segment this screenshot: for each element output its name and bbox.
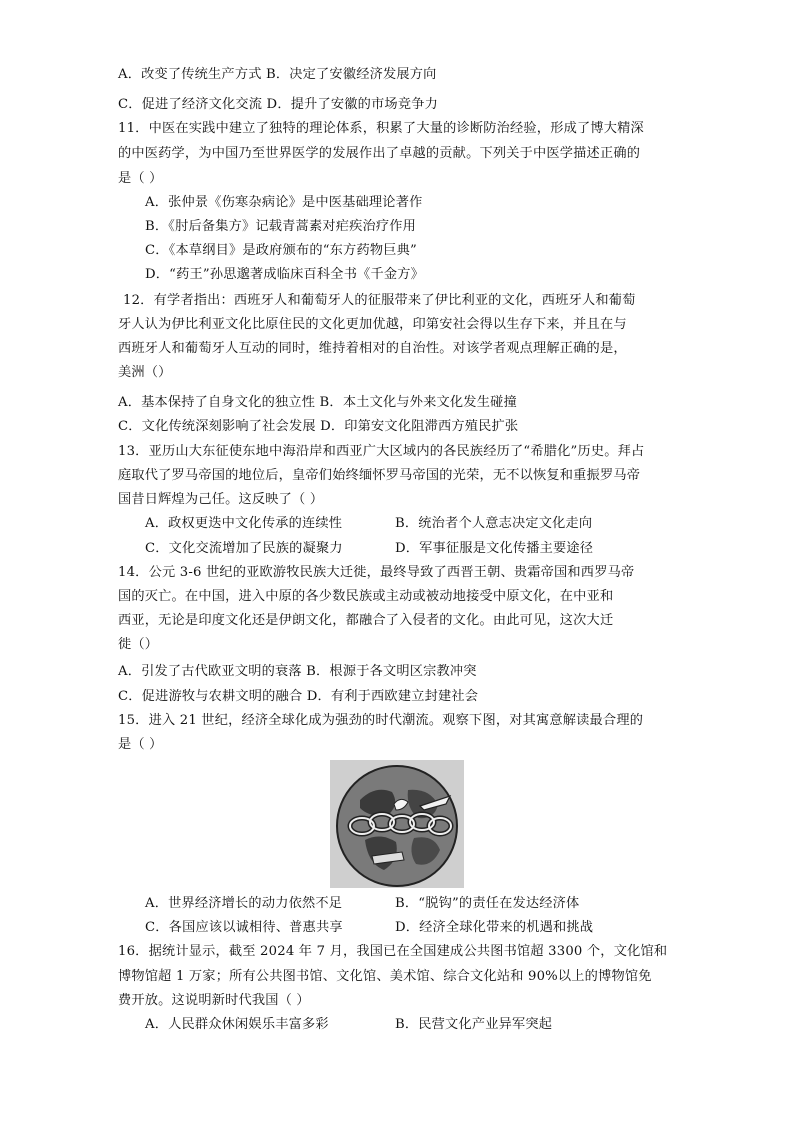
q14-stem-line-1: 14．公元 3-6 世纪的亚欧游牧民族大迁徙，最终导致了西晋王朝、贵霜帝国和西罗马帝 <box>118 565 635 580</box>
globe-chain-cartoon <box>330 760 464 888</box>
q12-options-ab: A．基本保持了自身文化的独立性 B．本土文化与外来文化发生碰撞 <box>118 395 517 410</box>
q15-stem-line-1: 15．进入 21 世纪，经济全球化成为强劲的时代潮流。观察下图，对其寓意解读最合理的 <box>118 713 644 728</box>
q13-option-a: A．政权更迭中文化传承的连续性 <box>145 516 343 531</box>
q13-stem-line-1: 13．亚历山大东征使东地中海沿岸和西亚广大区域内的各民族经历了“希腊化”历史。拜占 <box>118 444 645 459</box>
q11-option-d: D．“药王”孙思邈著成临床百科全书《千金方》 <box>145 267 425 282</box>
q16-stem-line-2: 博物馆超 1 万家；所有公共图书馆、文化馆、美术馆、综合文化站和 90%以上的博物馆免 <box>118 969 652 984</box>
q12-stem-line-4: 美洲（） <box>118 365 172 380</box>
q14-stem-line-4: 徙（） <box>118 637 159 652</box>
globe-chain-illustration <box>330 760 464 888</box>
q11-option-c: C．《本草纲目》是政府颁布的“东方药物巨典” <box>145 243 417 258</box>
q16-option-b: B．民营文化产业异军突起 <box>395 1017 553 1032</box>
q16-stem-line-3: 费开放。这说明新时代我国（ ） <box>118 993 310 1008</box>
q11-stem-line-1: 11．中医在实践中建立了独特的理论体系，积累了大量的诊断防治经验，形成了博大精深 <box>118 121 644 136</box>
q12-stem-line-1: 12．有学者指出：西班牙人和葡萄牙人的征服带来了伊比利亚的文化，西班牙人和葡萄 <box>123 293 636 308</box>
q16-stem-line-1: 16．据统计显示，截至 2024 年 7 月，我国已在全国建成公共图书馆超 3300 个，文化馆和 <box>118 944 668 959</box>
q15-option-a: A．世界经济增长的动力依然不足 <box>145 896 343 911</box>
q11-stem-line-2: 的中医药学，为中国乃至世界医学的发展作出了卓越的贡献。下列关于中医学描述正确的 <box>118 146 641 161</box>
q12-stem-line-3: 西班牙人和葡萄牙人互动的同时，维持着相对的自治性。对该学者观点理解正确的是， <box>118 341 627 356</box>
q13-stem-line-3: 国昔日辉煌为己任。这反映了（ ） <box>118 492 324 507</box>
q14-options-ab: A．引发了古代欧亚文明的衰落 B．根源于各文明区宗教冲突 <box>118 664 477 679</box>
q13-stem-line-2: 庭取代了罗马帝国的地位后，皇帝们始终缅怀罗马帝国的光荣，无不以恢复和重振罗马帝 <box>118 468 641 483</box>
q11-option-a: A．张仲景《伤寒杂病论》是中医基础理论著作 <box>145 195 423 210</box>
q16-option-a: A．人民群众休闲娱乐丰富多彩 <box>145 1017 329 1032</box>
q12-options-cd: C．文化传统深刻影响了社会发展 D．印第安文化阻滞西方殖民扩张 <box>118 419 519 434</box>
q15-stem-line-2: 是（ ） <box>118 737 163 752</box>
q13-option-d: D．军事征服是文化传播主要途径 <box>395 541 594 556</box>
q15-option-b: B．“脱钩”的责任在发达经济体 <box>395 896 580 911</box>
q13-option-c: C．文化交流增加了民族的凝聚力 <box>145 541 343 556</box>
q14-stem-line-3: 西亚，无论是印度文化还是伊朗文化，都融合了入侵者的文化。由此可见，这次大迁 <box>118 613 614 628</box>
q15-option-d: D．经济全球化带来的机遇和挑战 <box>395 920 594 935</box>
q15-option-c: C．各国应该以诚相待、普惠共享 <box>145 920 343 935</box>
q11-option-b: B．《肘后备集方》记载青蒿素对疟疾治疗作用 <box>145 219 417 234</box>
q11-stem-line-3: 是（ ） <box>118 171 163 186</box>
q12-stem-line-2: 牙人认为伊比利亚文化比原住民的文化更加优越，印第安社会得以生存下来，并且在与 <box>118 317 627 332</box>
q10-options-cd: C．促进了经济文化交流 D．提升了安徽的市场竞争力 <box>118 97 438 112</box>
q14-options-cd: C．促进游牧与农耕文明的融合 D．有利于西欧建立封建社会 <box>118 689 479 704</box>
q13-option-b: B．统治者个人意志决定文化走向 <box>395 516 593 531</box>
q14-stem-line-2: 国的灭亡。在中国，进入中原的各少数民族或主动或被动地接受中原文化，在中亚和 <box>118 589 614 604</box>
q10-options-ab: A．改变了传统生产方式 B．决定了安徽经济发展方向 <box>118 67 437 82</box>
